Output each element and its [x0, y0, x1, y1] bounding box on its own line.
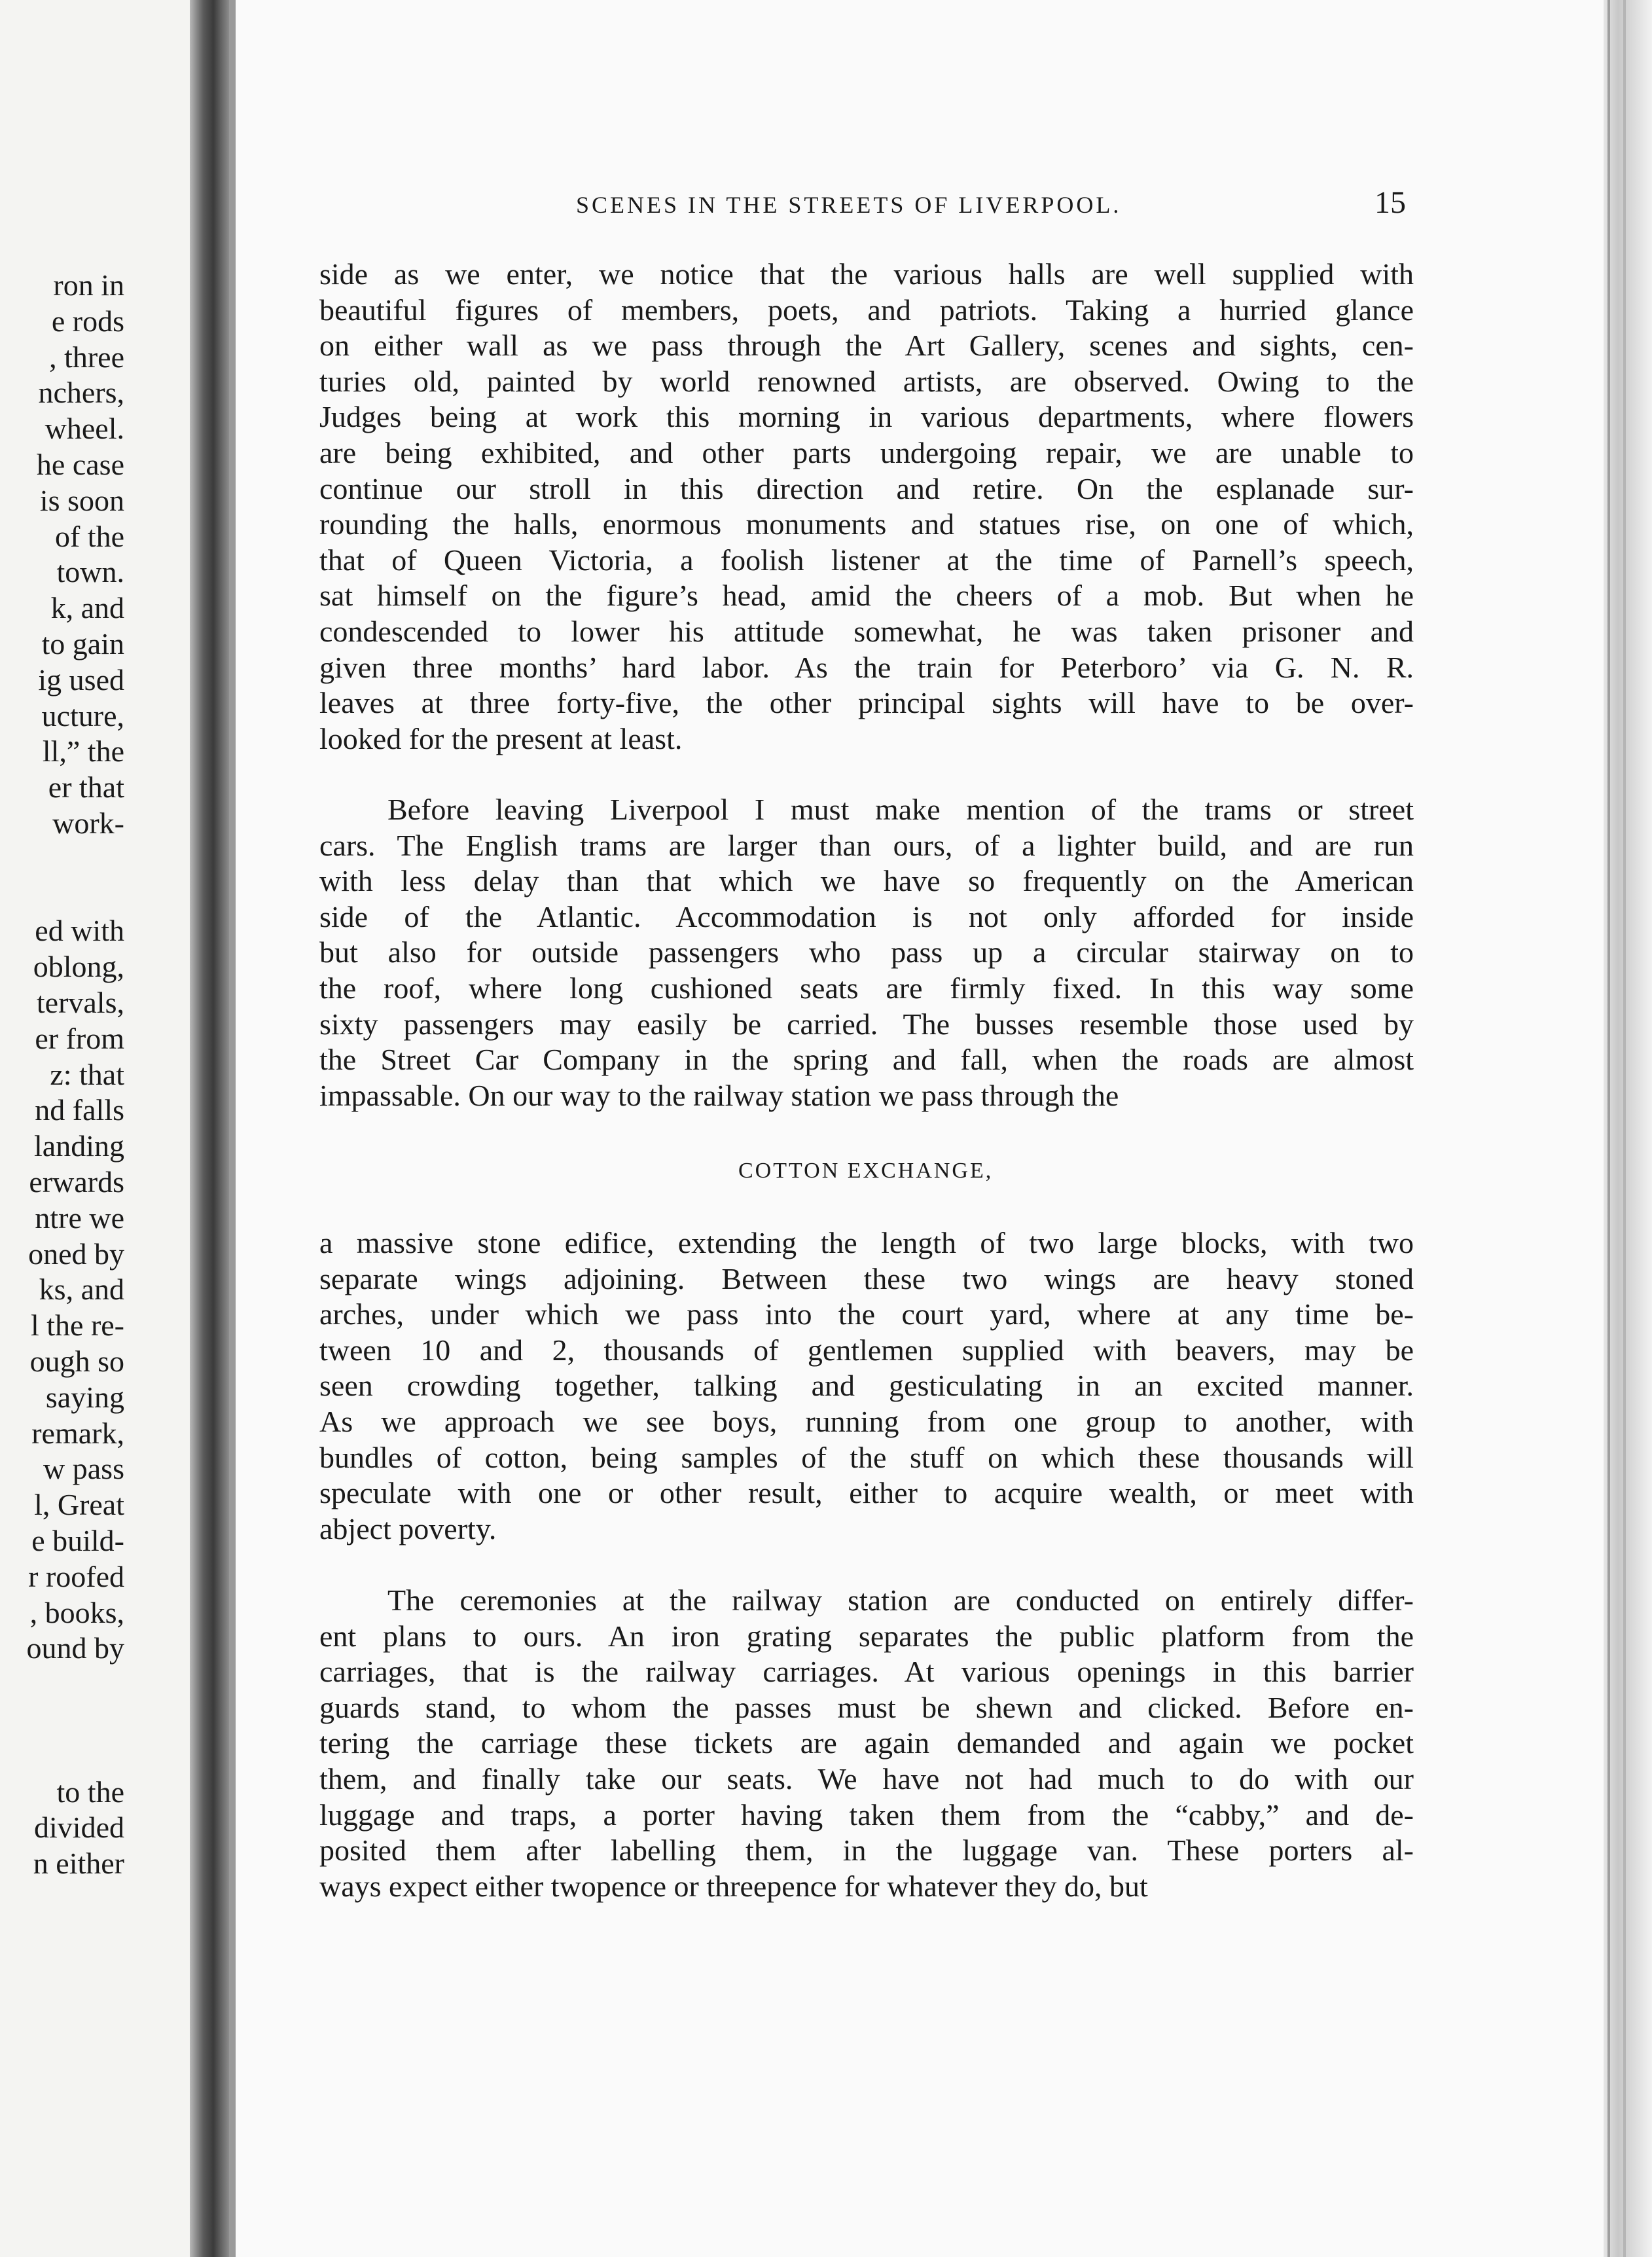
left-page-text-fragment: nchers,: [38, 376, 124, 410]
left-page-text-fragment: town.: [56, 555, 124, 589]
left-page-text-fragment: divided: [34, 1811, 124, 1845]
left-page-text-fragment: of the: [54, 519, 124, 553]
left-page-text-fragment: to the: [56, 1775, 124, 1809]
text-line: arches, under which we pass into the court yard, where at any time be-: [319, 1297, 1414, 1331]
text-line: side as we enter, we notice that the various halls are well supplied with: [319, 257, 1414, 291]
text-line: separate wings adjoining. Between these two wings are heavy stoned: [319, 1261, 1414, 1295]
text-line: impassable. On our way to the railway station we pass through the: [319, 1078, 1119, 1112]
text-line: looked for the present at least.: [319, 721, 683, 755]
left-page-text-fragment: ough so: [29, 1345, 124, 1378]
text-line: sat himself on the figure’s head, amid the cheers of a mob. But when he: [319, 579, 1414, 613]
text-line: a massive stone edifice, extending the length of two large blocks, with two: [319, 1226, 1414, 1259]
text-line: that of Queen Victoria, a foolish listener at the time of Parnell’s speech,: [319, 543, 1414, 577]
left-page-text-fragment: l the re-: [30, 1309, 124, 1343]
page-edge-stack: [1604, 0, 1652, 2257]
left-page-text-fragment: w pass: [43, 1452, 124, 1486]
text-line: sixty passengers may easily be carried. The busses resemble those used by: [319, 1007, 1414, 1041]
text-line: are being exhibited, and other parts undergoing repair, we are unable to: [319, 435, 1414, 469]
left-page-text-fragment: , three: [49, 340, 124, 374]
left-page-text-fragment: tervals,: [36, 986, 124, 1019]
section-heading: COTTON EXCHANGE,: [738, 1159, 994, 1183]
left-page-text-fragment: oblong,: [33, 950, 124, 984]
text-line: speculate with one or other result, either to acquire wealth, or meet with: [319, 1476, 1414, 1510]
text-line: the Street Car Company in the spring and fall, when the roads are almost: [319, 1043, 1414, 1077]
text-line: luggage and traps, a porter having taken them from the “cabby,” and de-: [319, 1797, 1414, 1832]
left-page-text-fragment: n either: [33, 1847, 124, 1881]
text-line: turies old, painted by world renowned artists, are observed. Owing to the: [319, 364, 1414, 398]
text-line: but also for outside passengers who pass up a circular stairway on to: [319, 935, 1414, 969]
text-line: Judges being at work this morning in various departments, where flowers: [319, 400, 1414, 434]
left-page-text-fragment: oned by: [28, 1237, 124, 1271]
left-page-text-fragment: wheel.: [45, 412, 124, 446]
left-page-text-fragment: ron in: [53, 268, 124, 302]
left-page-text-fragment: er from: [35, 1021, 124, 1055]
paragraph-3: [319, 1225, 1414, 1547]
left-page-text-fragment: ks, and: [39, 1273, 124, 1307]
text-line: beautiful figures of members, poets, and patriots. Taking a hurried glance: [319, 293, 1414, 327]
text-line: ways expect either twopence or threepence for whatever they do, but: [319, 1869, 1148, 1903]
paragraph-2: [319, 792, 1414, 1113]
left-page-text-fragment: z: that: [50, 1057, 124, 1091]
left-page-text-fragment: ll,” the: [42, 734, 124, 768]
running-head: SCENES IN THE STREETS OF LIVERPOOL.: [576, 192, 1122, 218]
text-line: side of the Atlantic. Accommodation is not only afforded for inside: [319, 899, 1414, 933]
left-page-text-fragment: ntre we: [35, 1201, 124, 1235]
left-page-text-fragment: landing: [34, 1129, 124, 1163]
left-page-text-fragment: er that: [48, 770, 124, 804]
text-line: bundles of cotton, being samples of the stuff on which these thousands will: [319, 1440, 1414, 1474]
left-page-text-fragment: work-: [52, 806, 124, 840]
left-page-text-fragment: to gain: [41, 627, 124, 660]
text-line: posited them after labelling them, in the luggage van. These porters al-: [319, 1833, 1414, 1868]
text-line: Before leaving Liverpool I must make mention of the trams or street: [387, 793, 1414, 826]
text-line: tween 10 and 2, thousands of gentlemen supplied with beavers, may be: [319, 1333, 1414, 1367]
text-line: condescended to lower his attitude somewhat, he was taken prisoner and: [319, 614, 1414, 648]
left-page-text-fragment: he case: [36, 448, 124, 481]
left-page-text-fragment: saying: [45, 1380, 124, 1414]
left-page-text-fragment: e rods: [51, 304, 124, 338]
text-line: them, and finally take our seats. We have not had much to do with our: [319, 1761, 1414, 1796]
text-line: seen crowding together, talking and gesticulating in an excited manner.: [319, 1369, 1414, 1403]
left-page-text-fragment: ig used: [38, 662, 124, 696]
left-facing-page: [0, 0, 190, 2257]
text-line: The ceremonies at the railway station are conducted on entirely differ-: [387, 1583, 1414, 1617]
page-number: 15: [1374, 185, 1406, 220]
left-page-text-fragment: erwards: [29, 1165, 124, 1199]
text-line: the roof, where long cushioned seats are firmly fixed. In this way some: [319, 971, 1414, 1005]
text-line: ent plans to ours. An iron grating separates the public platform from the: [319, 1619, 1414, 1653]
text-line: continue our stroll in this direction and retire. On the esplanade sur-: [319, 471, 1414, 505]
text-line: abject poverty.: [319, 1511, 497, 1545]
left-page-text-fragment: is soon: [39, 483, 124, 517]
text-line: As we approach we see boys, running from one group to another, with: [319, 1404, 1414, 1438]
text-line: leaves at three forty-five, the other principal sights will have to be over-: [319, 686, 1414, 720]
text-line: rounding the halls, enormous monuments and statues rise, on one of which,: [319, 507, 1414, 541]
book-gutter: [190, 0, 229, 2257]
left-page-text-fragment: e build-: [31, 1524, 124, 1557]
left-page-text-fragment: ed with: [35, 914, 124, 948]
left-page-text-fragment: l, Great: [34, 1488, 124, 1522]
left-page-text-fragment: ound by: [26, 1631, 124, 1665]
left-page-text-fragment: ucture,: [41, 698, 124, 732]
left-page-text-fragment: nd falls: [35, 1093, 124, 1127]
text-line: tering the carriage these tickets are again demanded and again we pocket: [319, 1726, 1414, 1760]
text-line: guards stand, to whom the passes must be shewn and clicked. Before en-: [319, 1690, 1414, 1724]
left-page-text-fragment: k, and: [50, 591, 124, 625]
left-page-text-fragment: remark,: [31, 1416, 124, 1450]
text-line: with less delay than that which we have so frequently on the American: [319, 864, 1414, 898]
left-page-text-fragment: r roofed: [28, 1559, 124, 1593]
left-page-text-fragment: , books,: [29, 1595, 124, 1629]
paragraph-4: [319, 1583, 1414, 1904]
text-line: carriages, that is the railway carriages. At various openings in this barrier: [319, 1655, 1414, 1689]
paragraph-1: [319, 257, 1414, 757]
text-line: given three months’ hard labor. As the train for Peterboro’ via G. N. R.: [319, 650, 1414, 684]
gutter-edge: [229, 0, 236, 2257]
text-line: on either wall as we pass through the Art Gallery, scenes and sights, cen-: [319, 329, 1414, 363]
text-line: cars. The English trams are larger than ours, of a lighter build, and are run: [319, 828, 1414, 862]
